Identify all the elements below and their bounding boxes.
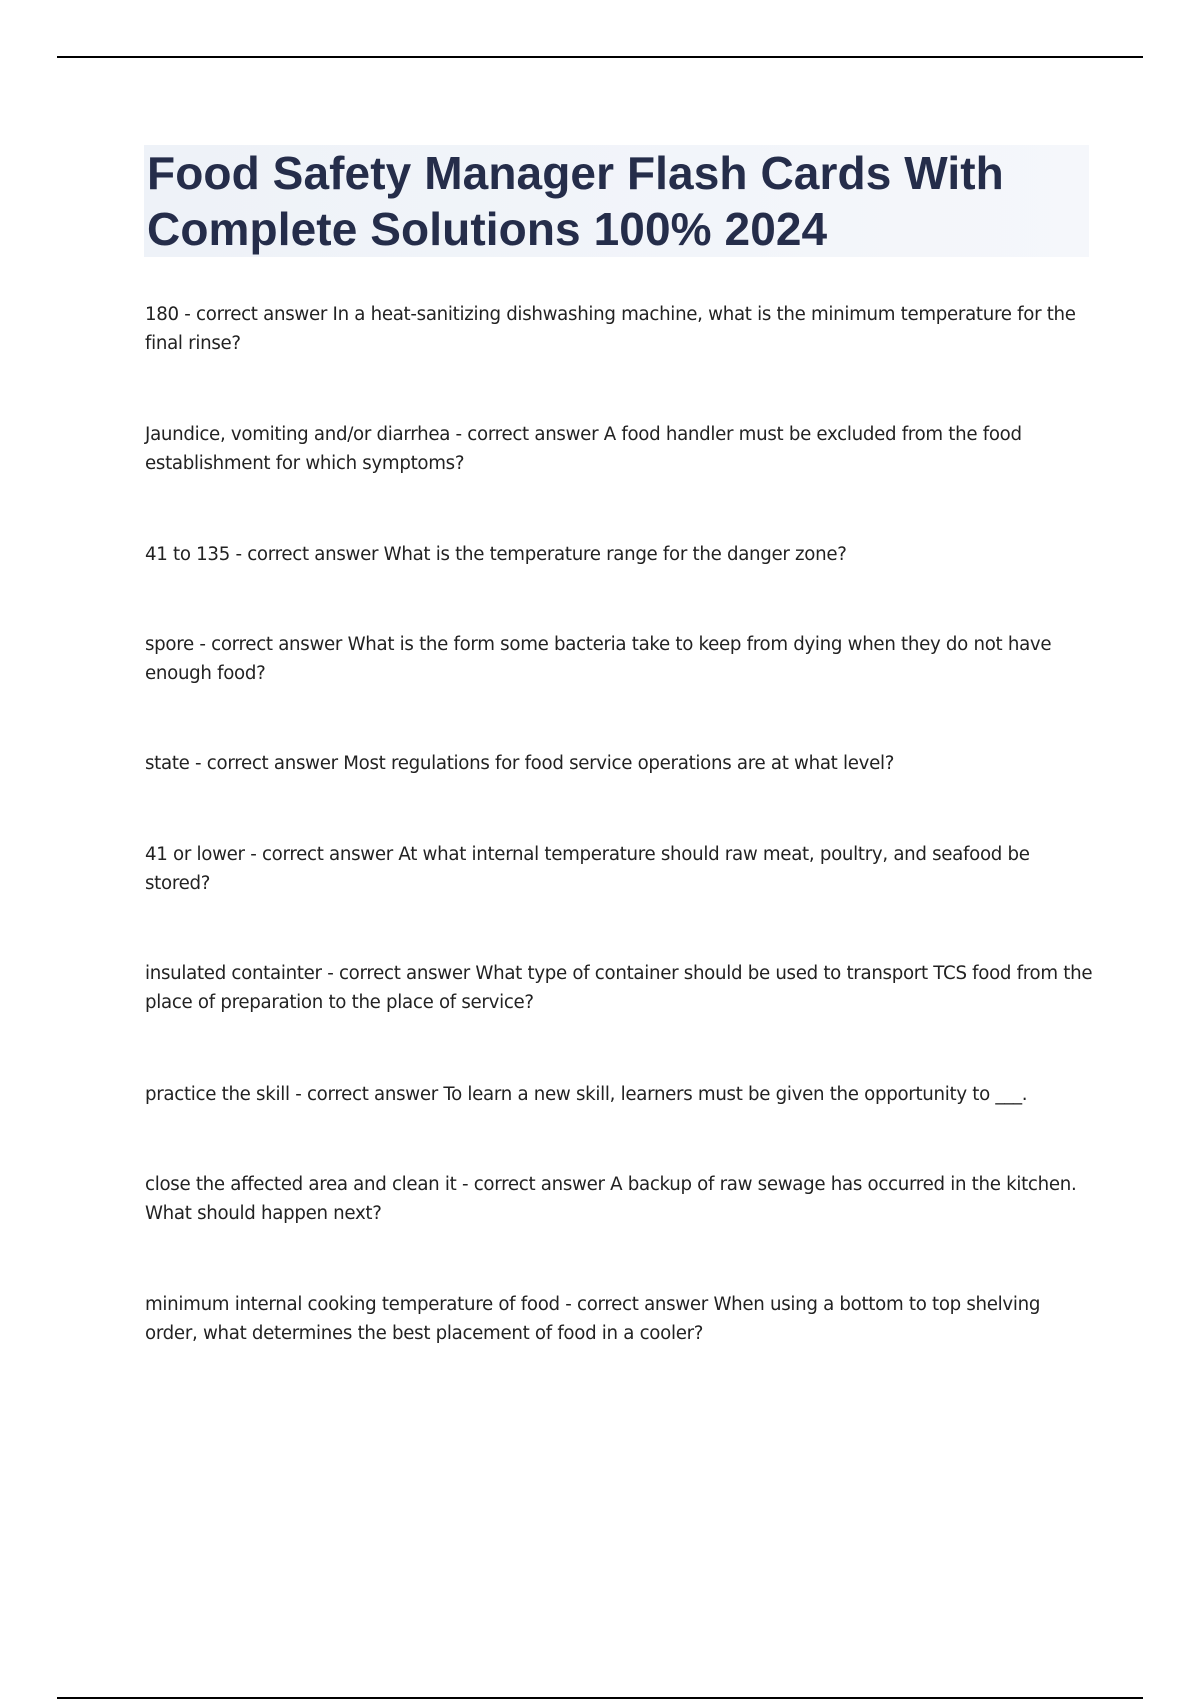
card-answer: 180 xyxy=(145,304,179,325)
flash-card xyxy=(145,420,1095,478)
flash-card xyxy=(145,1080,1027,1109)
card-separator: - correct answer xyxy=(244,844,399,865)
card-question: What is the temperature range for the danger zone? xyxy=(383,544,847,565)
flash-card xyxy=(145,1170,1095,1228)
card-answer: practice the skill xyxy=(145,1084,290,1105)
card-question: A food handler must be excluded from the food establishment for which symptoms? xyxy=(145,424,1022,474)
flash-card xyxy=(145,630,1095,688)
card-answer: spore xyxy=(145,634,194,655)
footer-rule xyxy=(57,1697,1143,1699)
card-separator: - correct answer xyxy=(456,1174,611,1195)
flash-card xyxy=(145,540,847,569)
card-question: A backup of raw sewage has occurred in the kitchen. What should happen next? xyxy=(145,1174,1077,1224)
card-separator: - correct answer xyxy=(559,1294,714,1315)
title-banner xyxy=(144,145,1089,257)
card-question: Most regulations for food service operations are at what level? xyxy=(343,753,895,774)
header-rule xyxy=(57,56,1143,58)
flash-card xyxy=(145,749,894,778)
flash-card xyxy=(145,1290,1095,1348)
card-question: When using a bottom to top shelving order, what determines the best placement of food in a cooler? xyxy=(145,1294,1041,1344)
document-title: Food Safety Manager Flash Cards With Complete Solutions 100% 2024 xyxy=(147,147,1004,255)
flash-card xyxy=(145,300,1095,358)
card-separator: - correct answer xyxy=(189,753,344,774)
card-question: In a heat-sanitizing dishwashing machine, what is the minimum temperature for the final rinse? xyxy=(145,304,1076,354)
card-separator: - correct answer xyxy=(178,304,333,325)
card-answer: state xyxy=(145,753,190,774)
flash-card xyxy=(145,840,1095,898)
card-separator: - correct answer xyxy=(450,424,604,445)
card-answer: Jaundice, vomiting and/or diarrhea xyxy=(145,424,451,445)
card-question: What type of container should be used to transport TCS food from the place of preparation to the place of service? xyxy=(145,963,1093,1013)
card-answer: 41 or lower xyxy=(145,844,245,865)
card-separator: - correct answer xyxy=(289,1084,444,1105)
card-answer: close the affected area and clean it xyxy=(145,1174,457,1195)
card-separator: - correct answer xyxy=(193,634,348,655)
card-answer: 41 to 135 xyxy=(145,544,230,565)
card-answer: minimum internal cooking temperature of food xyxy=(145,1294,560,1315)
card-separator: - correct answer xyxy=(229,544,384,565)
card-separator: - correct answer xyxy=(321,963,476,984)
flash-card xyxy=(145,959,1095,1017)
card-question: At what internal temperature should raw meat, poultry, and seafood be stored? xyxy=(145,844,1030,894)
card-question: What is the form some bacteria take to keep from dying when they do not have enough food? xyxy=(145,634,1052,684)
card-question: To learn a new skill, learners must be given the opportunity to ___. xyxy=(443,1084,1028,1105)
card-answer: insulated containter xyxy=(145,963,322,984)
